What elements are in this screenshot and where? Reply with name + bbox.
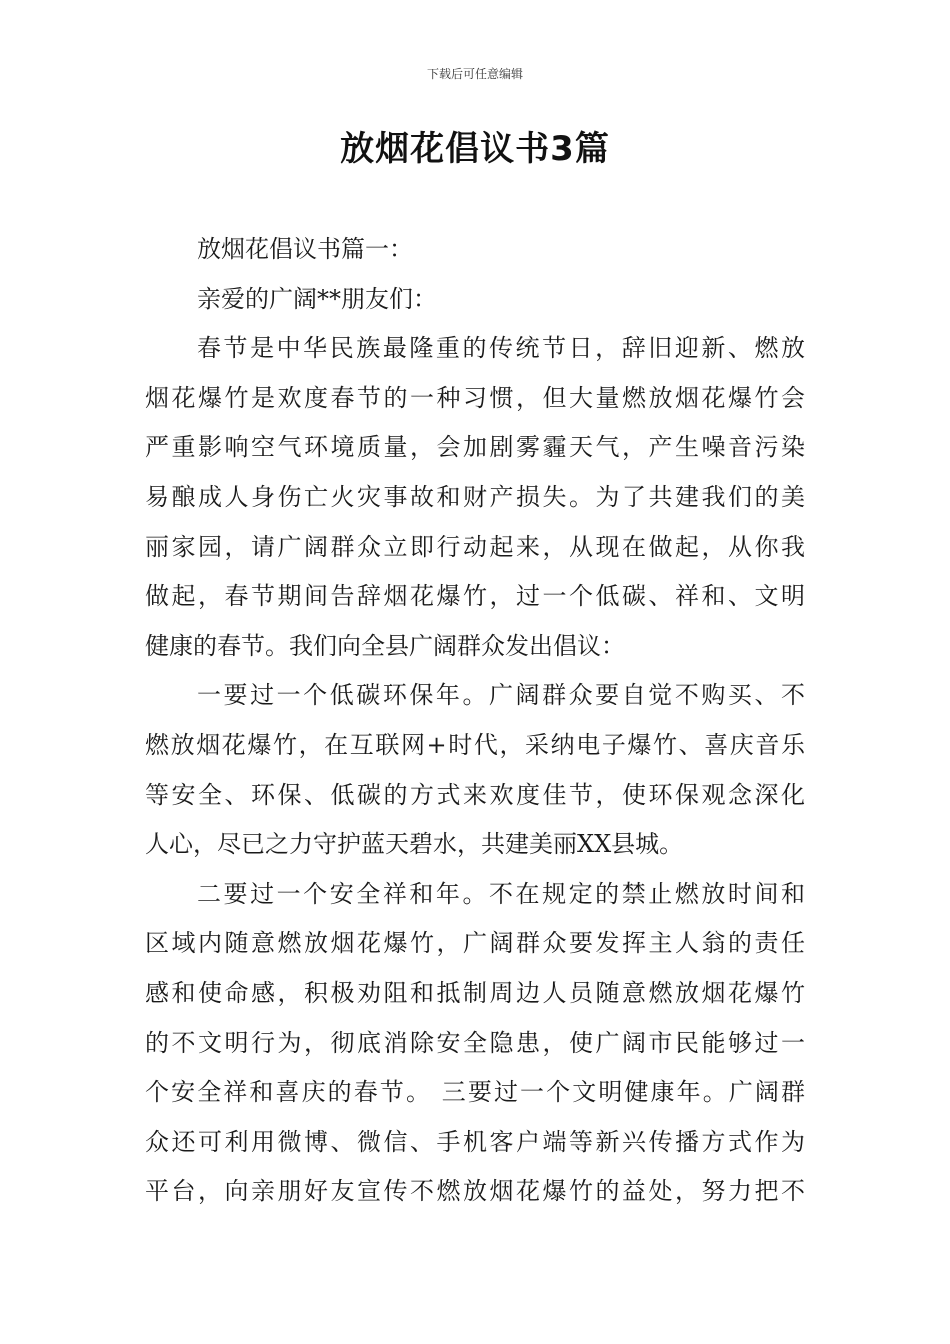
text-line: 做起，春节期间告辞烟花爆竹，过一个低碳、祥和、文明 <box>145 582 805 611</box>
header-note: 下载后可任意编辑 <box>426 67 523 81</box>
text-line: 等安全、环保、低碳的方式来欢度佳节，使环保观念深化 <box>145 780 805 809</box>
text-line: 二要过一个安全祥和年。不在规定的禁止燃放时间和 <box>197 879 805 908</box>
text-line: 健康的春节。我们向全县广阔群众发出倡议： <box>145 631 625 660</box>
document-title: 放烟花倡议书3篇 <box>340 129 610 169</box>
text-line: 燃放烟花爆竹，在互联网+时代，采纳电子爆竹、喜庆音乐 <box>145 730 805 759</box>
text-line: 平台，向亲朋好友宣传不燃放烟花爆竹的益处，努力把不 <box>145 1177 805 1206</box>
text-line: 烟花爆竹是欢度春节的一种习惯，但大量燃放烟花爆竹会 <box>145 383 805 412</box>
text-line: 亲爱的广阔**朋友们： <box>197 284 437 313</box>
text-line: 个安全祥和喜庆的春节。 三要过一个文明健康年。广阔群 <box>145 1078 805 1107</box>
document-body <box>145 225 805 1217</box>
text-line: 人心，尽已之力守护蓝天碧水，共建美丽XX县城。 <box>145 830 684 859</box>
text-line: 春节是中华民族最隆重的传统节日，辞旧迎新、燃放 <box>197 334 805 363</box>
text-line: 丽家园，请广阔群众立即行动起来，从现在做起，从你我 <box>145 532 805 561</box>
text-line: 的不文明行为，彻底消除安全隐患，使广阔市民能够过一 <box>145 1028 805 1057</box>
text-line: 感和使命感，积极劝阻和抵制周边人员随意燃放烟花爆竹 <box>145 978 805 1007</box>
text-line: 严重影响空气环境质量，会加剧雾霾天气，产生噪音污染 <box>145 433 805 462</box>
text-line: 易酿成人身伤亡火灾事故和财产损失。为了共建我们的美 <box>145 482 805 511</box>
text-line: 放烟花倡议书篇一： <box>197 235 413 263</box>
text-line: 区域内随意燃放烟花爆竹，广阔群众要发挥主人翁的责任 <box>145 929 805 958</box>
text-line: 众还可利用微博、微信、手机客户端等新兴传播方式作为 <box>145 1127 805 1156</box>
text-line: 一要过一个低碳环保年。广阔群众要自觉不购买、不 <box>197 681 805 710</box>
